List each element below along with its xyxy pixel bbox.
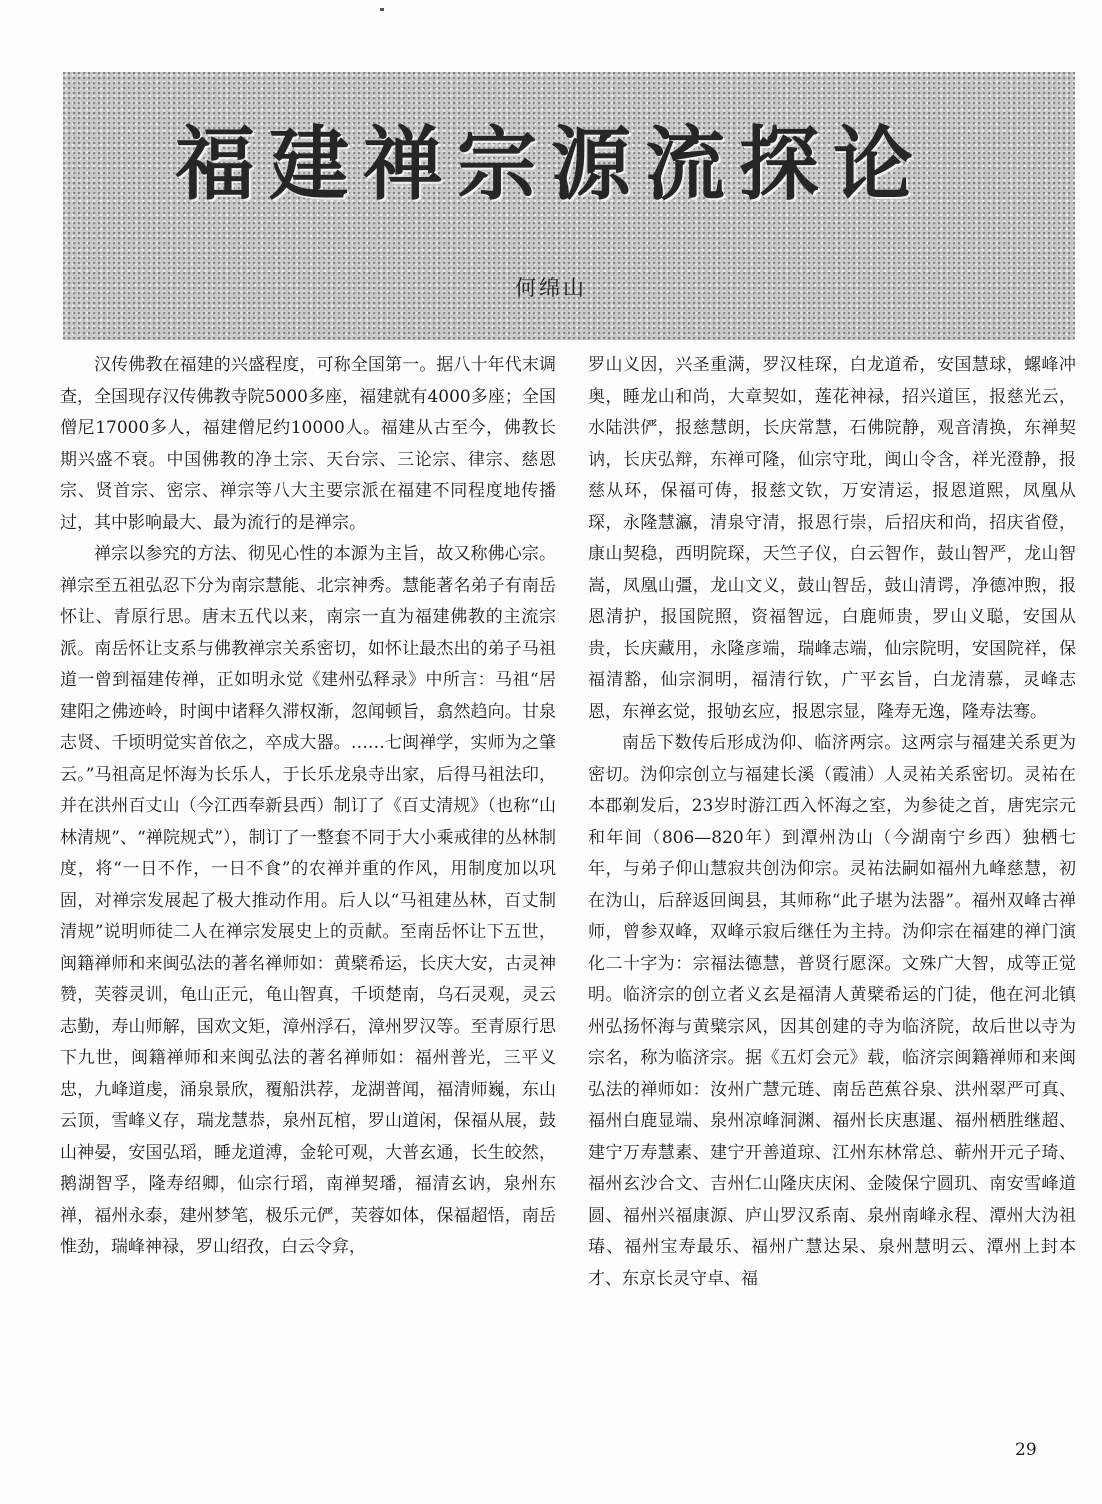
- body-paragraph: 南岳下数传后形成沩仰、临济两宗。这两宗与福建关系更为密切。沩仰宗创立与福建长溪（霞浦）人灵祐关系密切。灵祐在本郡剃发后，23岁时游江西入怀海之室，为参徒之首，唐宪宗元和年间（806—820年）到潭州沩山（今湖南宁乡西）独栖七年，与弟子仰山慧寂共创沩仰宗。灵祐法嗣如福州九峰慈慧，初在沩山，后辞返回闽县，其师称“此子堪为法器”。福州双峰古禅师，曾参双峰，双峰示寂后继任为主持。沩仰宗在福建的禅门演化二十字为：宗福法德慧，普贤行愿深。文殊广大智，成等正觉明。临济宗的创立者义玄是福清人黄檗希运的门徒，他在河北镇州弘扬怀海与黄檗宗风，因其创建的寺为临济院，故后世以寺为宗名，称为临济宗。据《五灯会元》载，临济宗闽籍禅师和来闽弘法的禅师如：汝州广慧元琏、南岳芭蕉谷泉、洪州翠严可真、福州白鹿显端、泉州凉峰洞渊、福州长庆惠暹、福州栖胜继超、建宁万寿慧素、建宁开善道琼、江州东林常总、蕲州开元子琦、福州玄沙合文、吉州仁山隆庆庆闲、金陵保宁圆玑、南安雪峰道圆、福州兴福康源、庐山罗汉系南、泉州南峰永程、潭州大沩祖瑃、福州宝寿最乐、福州广慧达杲、泉州慧明云、潭州上封本才、东京长灵守卓、福: [588, 733, 1076, 1289]
- page-number: 29: [1015, 1440, 1037, 1460]
- left-column: [60, 350, 556, 1430]
- article-author: 何绵山: [515, 276, 587, 300]
- body-paragraph-continued: 罗山义因，兴圣重满，罗汉桂琛，白龙道希，安国慧球，螺峰冲奥，睡龙山和尚，大章契如，莲花神禄，招兴道匡，报慈光云，水陆洪俨，报慈慧朗，长庆常慧，石佛院静，观音清换，东禅契讷，长庆弘辩，东禅可隆，仙宗守玭，闽山令含，祥光澄静，报慈从环，保福可俦，报慈文钦，万安清运，报恩道熙，凤凰从琛，永隆慧瀛，清泉守清，报恩行崇，后招庆和尚，招庆省僜，康山契稳，西明院琛，天竺子仪，白云智作，鼓山智严，龙山智嵩，凤凰山彊，龙山文义，鼓山智岳，鼓山清谔，净德冲煦，报恩清护，报国院照，资福智远，白鹿师贵，罗山义聪，安国从贵，长庆藏用，永隆彦端，瑞峰志端，仙宗院明，安国院祥，保福清豁，仙宗洞明，福清行钦，广平玄旨，白龙清慕，灵峰志恩，东禅玄觉，报劬玄应，报恩宗显，隆寿无逸，隆寿法骞。: [588, 355, 1076, 722]
- right-column: [588, 350, 1076, 1430]
- article-title: 福建禅宗源流探论: [175, 118, 927, 211]
- body-paragraph: 汉传佛教在福建的兴盛程度，可称全国第一。据八十年代末调查，全国现存汉传佛教寺院5000多座，福建就有4000多座；全国僧尼17000多人，福建僧尼约10000人。福建从古至今，佛教长期兴盛不衰。中国佛教的净土宗、天台宗、三论宗、律宗、慈恩宗、贤首宗、密宗、禅宗等八大主要宗派在福建不同程度地传播过，其中影响最大、最为流行的是禅宗。: [60, 355, 556, 533]
- scan-mark: [380, 8, 384, 11]
- body-paragraph: 禅宗以参究的方法、彻见心性的本源为主旨，故又称佛心宗。禅宗至五祖弘忍下分为南宗慧能、北宗神秀。慧能著名弟子有南岳怀让、青原行思。唐末五代以来，南宗一直为福建佛教的主流宗派。南岳怀让支系与佛教禅宗关系密切，如怀让最杰出的弟子马祖道一曾到福建传禅，正如明永觉《建州弘释录》中所言：马祖“居建阳之佛迹岭，时闽中诸释久滞权渐，忽闻顿旨，翕然趋向。甘泉志贤、千顷明觉实首依之，卒成大器。……七闽禅学，实师为之肇云。”马祖高足怀海为长乐人，于长乐龙泉寺出家，后得马祖法印，并在洪州百丈山（今江西奉新县西）制订了《百丈清规》（也称“山林清规”、“禅院规式”），制订了一整套不同于大小乘戒律的丛林制度，将“一日不作，一日不食”的农禅并重的作风，用制度加以巩固，对禅宗发展起了极大推动作用。后人以“马祖建丛林，百丈制清规”说明师徒二人在禅宗发展史上的贡献。至南岳怀让下五世，闽籍禅师和来闽弘法的著名禅师如：黄檗希运，长庆大安，古灵神赞，芙蓉灵训，龟山正元，龟山智真，千顷楚南，乌石灵观，灵云志勤，寿山师解，国欢文矩，漳州浮石，漳州罗汉等。至青原行思下九世，闽籍禅师和来闽弘法的著名禅师如：福州普光，三平义忠，九峰道虔，涌泉景欣，覆船洪荐，龙湖普闻，福清师巍，东山云顶，雪峰义存，瑞龙慧恭，泉州瓦棺，罗山道闲，保福从展，鼓山神晏，安国弘瑫，睡龙道溥，金轮可观，大普玄通，长生皎然，鹅湖智孚，隆寿绍卿，仙宗行瑫，南禅契璠，福清玄讷，泉州东禅，福州永泰，建州梦笔，极乐元俨，芙蓉如体，保福超悟，南岳惟劲，瑞峰神禄，罗山绍孜，白云令弇，: [60, 544, 556, 1257]
